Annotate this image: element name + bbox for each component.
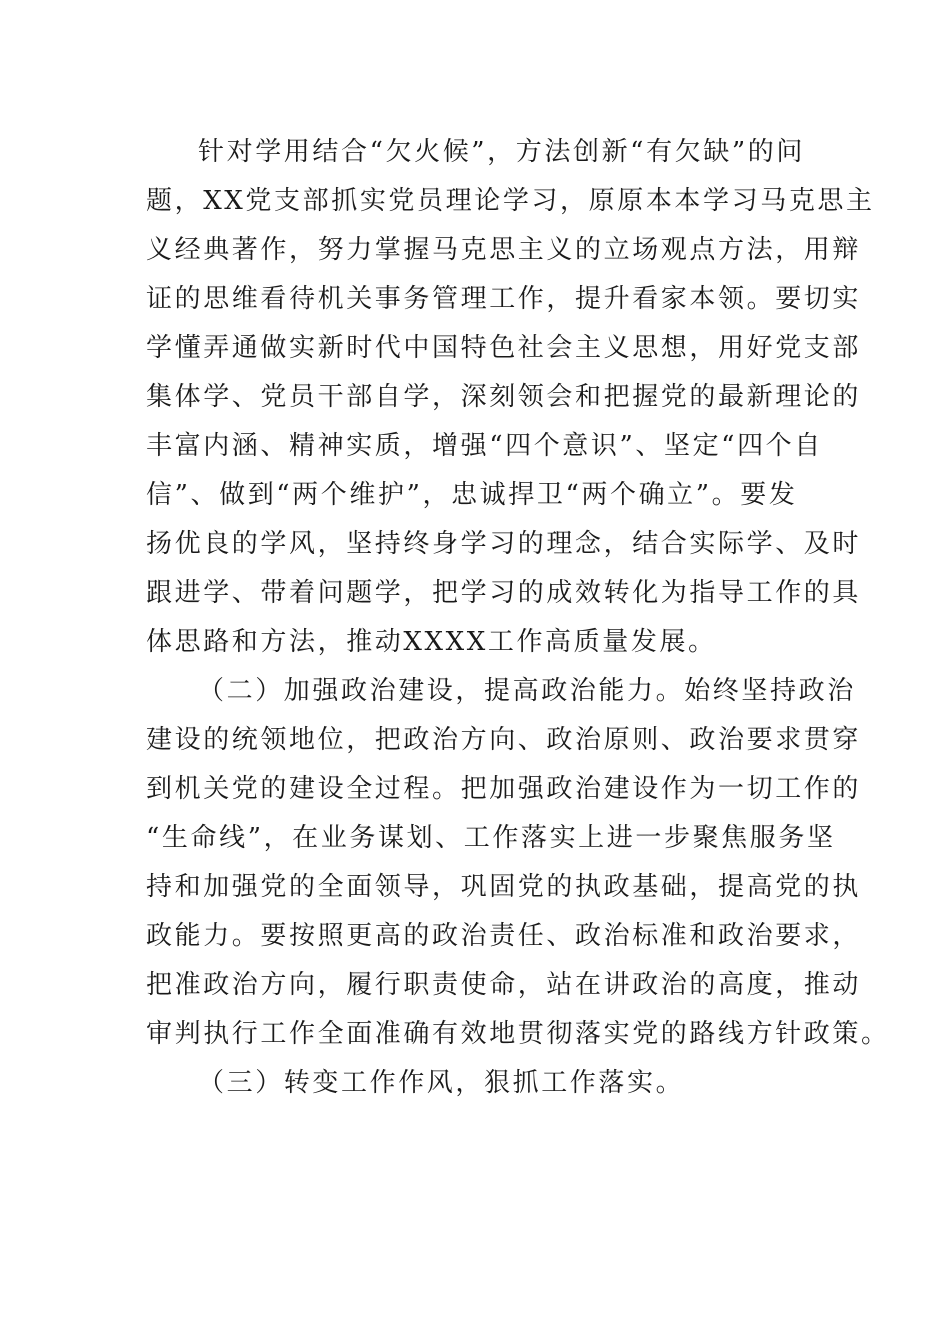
- text-line: 信”、做到“两个维护”，忠诚捍卫“两个确立”。要发: [146, 480, 798, 510]
- text-line: 证的思维看待机关事务管理工作，提升看家本领。要切实: [146, 284, 862, 314]
- paragraph-study: [146, 128, 875, 667]
- text-line: 丰富内涵、精神实质，增强“四个意识”、坚定“四个自: [146, 431, 823, 461]
- section-heading-3: （三）转变工作作风，狠抓工作落实。: [198, 1068, 685, 1098]
- text-line: “生命线”，在业务谋划、工作落实上进一步聚焦服务坚: [146, 823, 836, 853]
- document-body: [146, 128, 890, 1108]
- text-line: 针对学用结合“欠火候”，方法创新“有欠缺”的问: [198, 137, 805, 167]
- text-line: 义经典著作，努力掌握马克思主义的立场观点方法，用辩: [146, 235, 862, 265]
- text-line: 把准政治方向，履行职责使命，站在讲政治的高度，推动: [146, 970, 862, 1000]
- paragraph-work-style: [146, 1059, 796, 1108]
- text-line: 到机关党的建设全过程。把加强政治建设作为一切工作的: [146, 774, 862, 804]
- text-line: 体思路和方法，推动XXXX工作高质量发展。: [146, 627, 717, 657]
- text-line: 扬优良的学风，坚持终身学习的理念，结合实际学、及时: [146, 529, 862, 559]
- text-line: 政能力。要按照更高的政治责任、政治标准和政治要求，: [146, 921, 862, 951]
- text-line: 跟进学、带着问题学，把学习的成效转化为指导工作的具: [146, 578, 862, 608]
- text-line: 持和加强党的全面领导，巩固党的执政基础，提高党的执: [146, 872, 862, 902]
- text-line: 集体学、党员干部自学，深刻领会和把握党的最新理论的: [146, 382, 862, 412]
- text-line: 建设的统领地位，把政治方向、政治原则、政治要求贯穿: [146, 725, 862, 755]
- text-line: 学懂弄通做实新时代中国特色社会主义思想，用好党支部: [146, 333, 862, 363]
- text-line: 题，XX党支部抓实党员理论学习，原原本本学习马克思主: [146, 186, 875, 216]
- text-line: 审判执行工作全面准确有效地贯彻落实党的路线方针政策。: [146, 1019, 890, 1049]
- section-heading-2: （二）加强政治建设，提高政治能力。始终坚持政治: [198, 676, 856, 706]
- paragraph-political-building: [146, 667, 890, 1059]
